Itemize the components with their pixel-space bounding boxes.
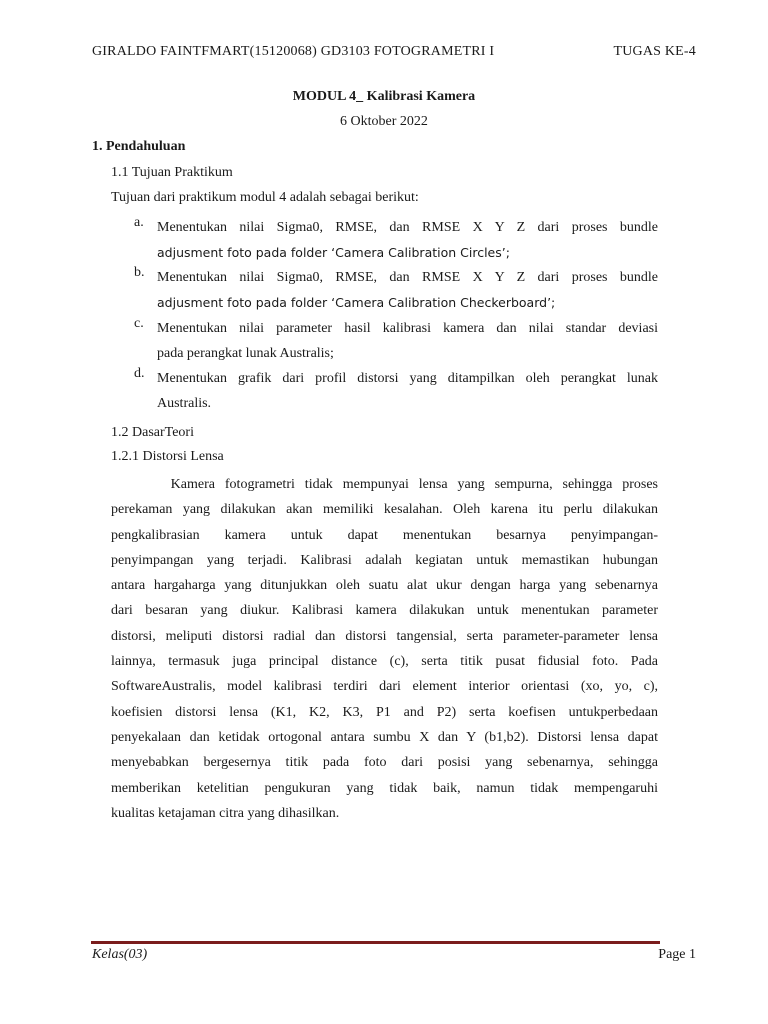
paragraph-line: penyimpangan yang terjadi. Kalibrasi adalah kegiatan untuk memastikan hubungan — [111, 552, 658, 568]
body-paragraph — [111, 472, 658, 826]
paragraph-line: SoftwareAustralis, model kalibrasi terdiri dari element interior orientasi (xo, yo, c), — [111, 679, 658, 695]
paragraph-line: penyekalaan dan ketidak ortogonal antara sumbu X dan Y (b1,b2). Distorsi lensa dapat — [111, 729, 658, 745]
intro-sentence: Tujuan dari praktikum modul 4 adalah sebagai berikut: — [111, 190, 419, 205]
paragraph-line: dari besaran yang diukur. Kalibrasi kamera dilakukan untuk menentukan parameter — [111, 603, 658, 619]
list-item-line: Menentukan nilai Sigma0, RMSE, dan RMSE X Y Z dari proses bundle — [157, 220, 658, 235]
footer-divider — [91, 941, 660, 944]
running-header-right: TUGAS KE-4 — [613, 44, 696, 59]
paragraph-line: memberikan ketelitian pengukuran yang tidak baik, namun tidak mempengaruhi — [111, 780, 658, 796]
subsection-heading-tujuan: 1.1 Tujuan Praktikum — [111, 165, 233, 180]
paragraph-line: pengkalibrasian kamera untuk dapat menentukan besarnya penyimpangan- — [111, 527, 658, 543]
paragraph-line: kualitas ketajaman citra yang dihasilkan. — [111, 805, 340, 821]
list-item-line: pada perangkat lunak Australis; — [157, 346, 334, 361]
list-item-line: Australis. — [157, 396, 212, 411]
paragraph-line: perekaman yang dilakukan akan memiliki kesalahan. Oleh karena itu perlu dilakukan — [111, 502, 658, 518]
paragraph-line: koefisien distorsi lensa (K1, K2, K3, P1 and P2) serta koefisen untukperbedaan — [111, 704, 658, 720]
list-item-line: Menentukan nilai parameter hasil kalibrasi kamera dan nilai standar deviasi — [157, 321, 658, 336]
paragraph-line: menyebabkan bergesernya titik pada foto dari posisi yang sebenarnya, sehingga — [111, 755, 658, 771]
list-item-label: d. — [134, 366, 145, 381]
list-item-label: c. — [134, 316, 144, 331]
subsection-heading-distorsi-lensa: 1.2.1 Distorsi Lensa — [111, 449, 224, 464]
section-heading-pendahuluan: 1. Pendahuluan — [92, 139, 186, 154]
paragraph-line: distorsi, meliputi distorsi radial dan distorsi tangensial, serta parameter-parameter lensa — [111, 628, 658, 644]
document-date: 6 Oktober 2022 — [340, 114, 428, 129]
running-header-left: GIRALDO FAINTFMART(15120068) GD3103 FOTOGRAMETRI I — [92, 44, 495, 59]
list-item-line: Menentukan nilai Sigma0, RMSE, dan RMSE X Y Z dari proses bundle — [157, 270, 658, 285]
paragraph-line: Kamera fotogrametri tidak mempunyai lensa yang sempurna, sehingga proses — [111, 477, 658, 492]
list-item-line: Menentukan grafik dari profil distorsi yang ditampilkan oleh perangkat lunak — [157, 371, 658, 386]
document-title: MODUL 4_ Kalibrasi Kamera — [292, 89, 476, 104]
footer-page-number: Page 1 — [658, 947, 696, 962]
paragraph-line: antara hargaharga yang ditunjukkan oleh suatu alat ukur dengan harga yang sebenarnya — [111, 578, 658, 594]
paragraph-line: lainnya, termasuk juga principal distance (c), serta titik pusat fidusial foto. Pada — [111, 654, 658, 670]
list-item-line: adjusment foto pada folder ‘Camera Calibration Checkerboard’; — [157, 295, 556, 310]
footer-class-label: Kelas(03) — [92, 947, 148, 962]
list-item-line: adjusment foto pada folder ‘Camera Calibration Circles’; — [157, 245, 510, 260]
list-item-label: a. — [134, 215, 144, 230]
subsection-heading-dasar-teori: 1.2 DasarTeori — [111, 425, 194, 440]
list-item-label: b. — [134, 265, 145, 280]
